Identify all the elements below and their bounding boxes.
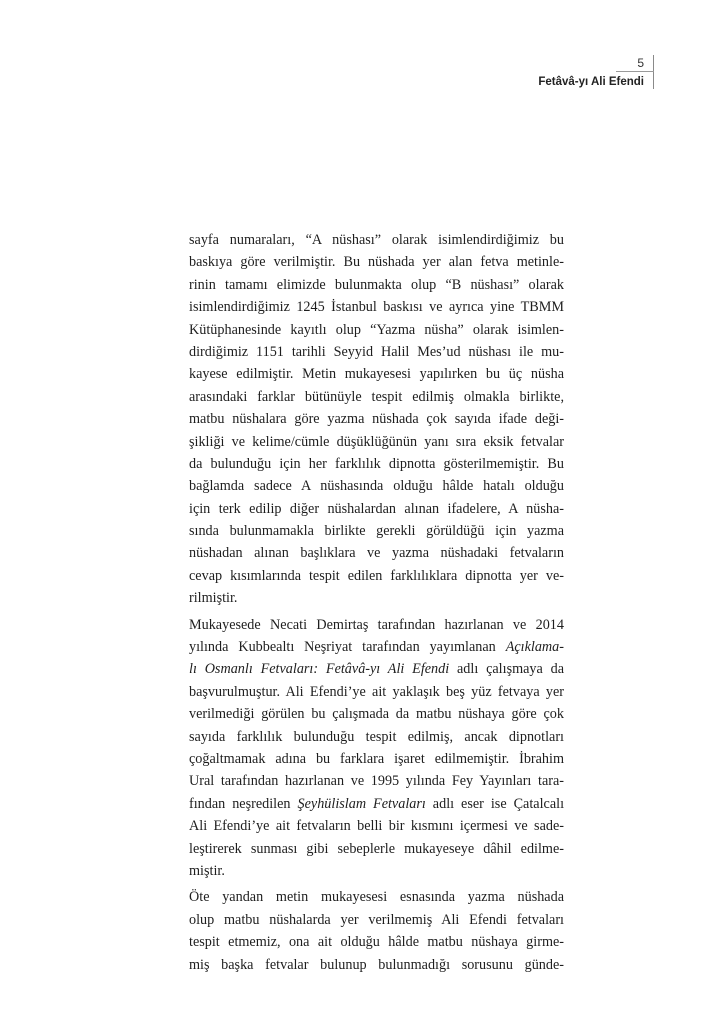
page-number: 5 bbox=[637, 56, 644, 70]
page-header bbox=[538, 55, 654, 89]
text-run: leştirerek sunması gibi sebeplerle mukayeseye dâhil edilme- bbox=[189, 840, 564, 857]
text-line bbox=[189, 229, 564, 251]
text-run: cevap kısımlarında tespit edilen farklılıklara dipnotta yer ve- bbox=[189, 567, 564, 584]
text-line bbox=[189, 274, 564, 296]
text-line bbox=[189, 658, 564, 680]
body-text bbox=[189, 229, 564, 980]
text-run: miş başka fetvalar bulunup bulunmadığı sorusunu günde- bbox=[189, 956, 564, 973]
text-run: rinin tamamı elimizde bulunmakta olup “B nüshası” olarak bbox=[189, 276, 564, 293]
text-run: adlı çalışmaya da bbox=[449, 661, 565, 678]
text-run: fından neşredilen bbox=[189, 795, 298, 812]
text-line bbox=[189, 587, 564, 609]
text-line bbox=[189, 475, 564, 497]
text-line bbox=[189, 408, 564, 430]
text-line bbox=[189, 251, 564, 273]
text-line bbox=[189, 431, 564, 453]
text-run: Öte yandan metin mukayesesi esnasında yazma nüshada bbox=[189, 889, 564, 906]
text-run: çoğaltmamak adına bu farklara işaret edilmemiştir. İbrahim bbox=[189, 750, 564, 767]
text-line bbox=[189, 860, 564, 882]
text-line bbox=[189, 886, 564, 908]
italic-title-run: Şeyhülislam Fetvaları bbox=[297, 795, 426, 812]
text-line bbox=[189, 542, 564, 564]
text-line bbox=[189, 341, 564, 363]
italic-title-run: Açıklama- bbox=[505, 639, 564, 656]
text-run: adlı eser ise Çatalcalı bbox=[425, 795, 565, 812]
text-run: sında bulunmamakla birlikte gerekli görüldüğü için yazma bbox=[189, 523, 564, 540]
text-line bbox=[189, 565, 564, 587]
text-run: sayfa numaraları, “A nüshası” olarak isimlendirdiğimiz bu bbox=[189, 232, 564, 248]
text-line bbox=[189, 453, 564, 475]
text-line bbox=[189, 363, 564, 385]
text-line bbox=[189, 954, 564, 976]
text-run: Mukayesede Necati Demirtaş tarafından hazırlanan ve 2014 bbox=[189, 616, 564, 633]
text-line bbox=[189, 296, 564, 318]
text-run: kayese edilmiştir. Metin mukayesesi yapılırken bu üç nüsha bbox=[189, 366, 564, 383]
text-run: tespit etmemiz, ona ait olduğu hâlde matbu nüshaya girme- bbox=[189, 934, 564, 951]
text-run: da bulunduğu için her farklılık dipnotta gösterilmemiştir. Bu bbox=[189, 455, 564, 472]
text-line bbox=[189, 614, 564, 636]
text-run: sayıda farklılık bulunduğu tespit edilmiş, ancak dipnotları bbox=[189, 728, 564, 745]
header-rule bbox=[616, 71, 654, 72]
text-line bbox=[189, 520, 564, 542]
text-line bbox=[189, 703, 564, 725]
text-run: Kütüphanesinde kayıtlı olup “Yazma nüsha” olarak isimlen- bbox=[189, 321, 564, 338]
text-run: yılında Kubbealtı Neşriyat tarafından yayımlanan bbox=[189, 639, 506, 656]
paragraph bbox=[189, 229, 564, 610]
text-run: arasındaki farklar bütünüyle tespit edilmiş olmakla birlikte, bbox=[189, 388, 564, 405]
text-line bbox=[189, 681, 564, 703]
text-line bbox=[189, 498, 564, 520]
text-run: için terk edilip diğer nüshalardan alınan ifadelere, A nüsha- bbox=[189, 500, 564, 517]
text-run: nüshadan alınan başlıklara ve yazma nüshadaki fetvaların bbox=[189, 545, 564, 562]
text-line bbox=[189, 838, 564, 860]
text-line bbox=[189, 931, 564, 953]
text-run: isimlendirdiğimiz 1245 İstanbul baskısı ve ayrıca yine TBMM bbox=[189, 299, 564, 316]
text-run: dirdiğimiz 1151 tarihli Seyyid Halil Mes’ud nüshası ile mu- bbox=[189, 343, 564, 360]
text-line bbox=[189, 770, 564, 792]
text-line bbox=[189, 748, 564, 770]
text-run: olup matbu nüshalarda yer verilmemiş Ali Efendi fetvaları bbox=[189, 911, 564, 928]
text-line bbox=[189, 909, 564, 931]
paragraph bbox=[189, 614, 564, 883]
text-run: bağlamda sadece A nüshasında olduğu hâlde hatalı olduğu bbox=[189, 478, 564, 495]
text-line bbox=[189, 319, 564, 341]
text-run: miştir. bbox=[189, 862, 225, 879]
text-line bbox=[189, 386, 564, 408]
running-title: Fetâvâ-yı Ali Efendi bbox=[538, 76, 644, 88]
text-run: rilmiştir. bbox=[189, 590, 238, 607]
paragraph bbox=[189, 886, 564, 976]
text-run: verilmediği görülen bu çalışmada da matbu nüshaya göre çok bbox=[189, 706, 564, 723]
text-run: başvurulmuştur. Ali Efendi’ye ait yaklaşık beş yüz fetvaya yer bbox=[189, 683, 564, 700]
italic-title-run: lı Osmanlı Fetvaları: Fetâvâ-yı Ali Efendi bbox=[189, 661, 450, 678]
text-run: Ural tarafından hazırlanan ve 1995 yılında Fey Yayınları tara- bbox=[189, 773, 564, 790]
text-run: Ali Efendi’ye ait fetvaların belli bir kısmını içermesi ve sade- bbox=[189, 818, 564, 835]
text-run: matbu nüshalara göre yazma nüshada çok sayıda ifade deği- bbox=[189, 411, 564, 428]
text-run: şikliği ve kelime/cümle düşüklüğünün yanı sıra eksik fetvalar bbox=[189, 433, 564, 450]
text-line bbox=[189, 636, 564, 658]
text-line bbox=[189, 793, 564, 815]
text-line bbox=[189, 815, 564, 837]
text-line bbox=[189, 726, 564, 748]
text-run: baskıya göre verilmiştir. Bu nüshada yer alan fetva metinle- bbox=[189, 254, 564, 271]
